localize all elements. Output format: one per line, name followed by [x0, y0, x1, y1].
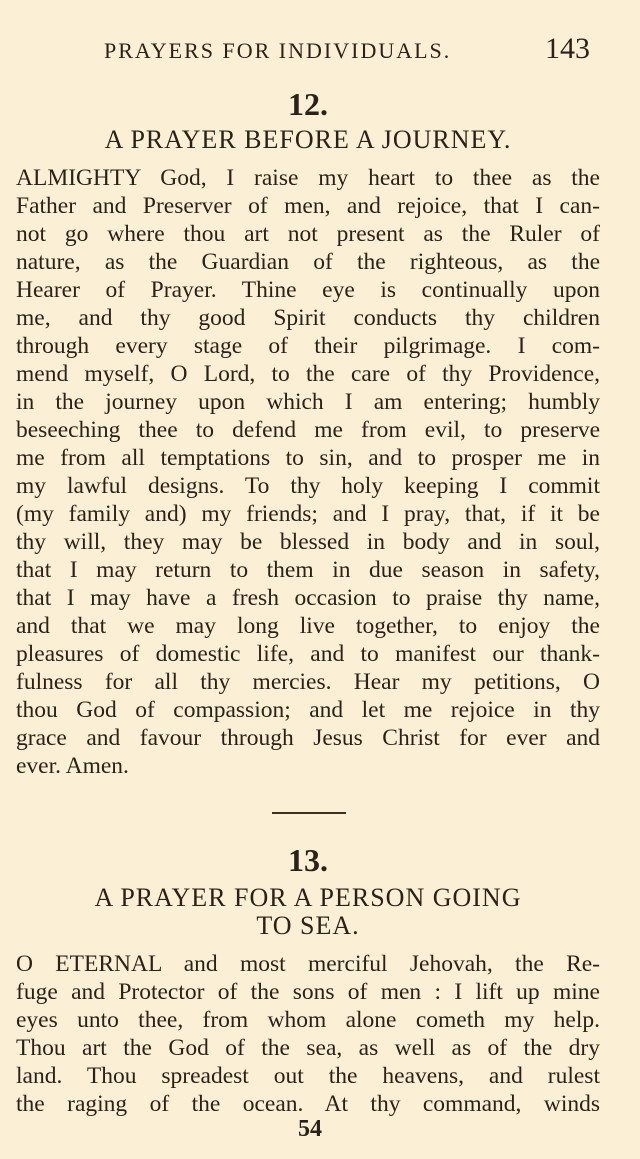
section-title-line: A PRAYER BEFORE A JOURNEY.: [104, 125, 512, 154]
text-line: thou God of compassion; and let me rejoice in thy: [16, 697, 600, 723]
text-line: nature, as the Guardian of the righteous, as the: [16, 249, 600, 275]
page-number: 143: [545, 32, 590, 65]
text-line: O ETERNAL and most merciful Jehovah, the Re-: [16, 951, 600, 977]
text-line: grace and favour through Jesus Christ for ever and: [16, 725, 600, 751]
text-line: Thou art the God of the sea, as well as of the dry: [16, 1035, 600, 1061]
text-line: and that we may long live together, to enjoy the: [16, 613, 600, 639]
section-title: [0, 884, 616, 940]
text-line: ALMIGHTY God, I raise my heart to thee as the: [16, 165, 600, 191]
text-line: pleasures of domestic life, and to manifest our thank-: [16, 641, 600, 667]
text-line: that I may have a fresh occasion to praise thy name,: [16, 585, 600, 611]
section-title-line: A PRAYER FOR A PERSON GOING: [94, 883, 522, 912]
text-line: fulness for all thy mercies. Hear my petitions, O: [16, 669, 600, 695]
text-line: through every stage of their pilgrimage. I com-: [16, 333, 600, 359]
prayer-text: [16, 950, 600, 1118]
prayer-text: [16, 164, 600, 780]
folio-number: 54: [298, 1116, 322, 1142]
text-line: Father and Preserver of men, and rejoice, that I can-: [16, 193, 600, 219]
section-title: [0, 126, 616, 154]
section-number: 13.: [288, 842, 328, 878]
text-line: mend myself, O Lord, to the care of thy Providence,: [16, 361, 600, 387]
running-head: [0, 32, 640, 72]
text-line: not go where thou art not present as the Ruler of: [16, 221, 600, 247]
text-line: Hearer of Prayer. Thine eye is continually upon: [16, 277, 600, 303]
text-line: in the journey upon which I am entering; humbly: [16, 389, 600, 415]
text-line: fuge and Protector of the sons of men : I lift up mine: [16, 979, 600, 1005]
text-line: that I may return to them in due season in safety,: [16, 557, 600, 583]
text-line: me, and thy good Spirit conducts thy children: [16, 305, 600, 331]
running-title: PRAYERS FOR INDIVIDUALS.: [104, 38, 452, 63]
text-line: (my family and) my friends; and I pray, that, if it be: [16, 501, 600, 527]
text-line: eyes unto thee, from whom alone cometh my help.: [16, 1007, 600, 1033]
section-number: 12.: [288, 86, 328, 122]
text-line: the raging of the ocean. At thy command, winds: [16, 1091, 600, 1117]
text-line: thy will, they may be blessed in body and in soul,: [16, 529, 600, 555]
text-line: beseeching thee to defend me from evil, to preserve: [16, 417, 600, 443]
section-divider: [272, 812, 346, 814]
text-line: me from all temptations to sin, and to prosper me in: [16, 445, 600, 471]
text-line: land. Thou spreadest out the heavens, and rulest: [16, 1063, 600, 1089]
text-line: ever. Amen.: [16, 753, 129, 779]
section-title-line: TO SEA.: [256, 911, 360, 940]
text-line: my lawful designs. To thy holy keeping I commit: [16, 473, 600, 499]
